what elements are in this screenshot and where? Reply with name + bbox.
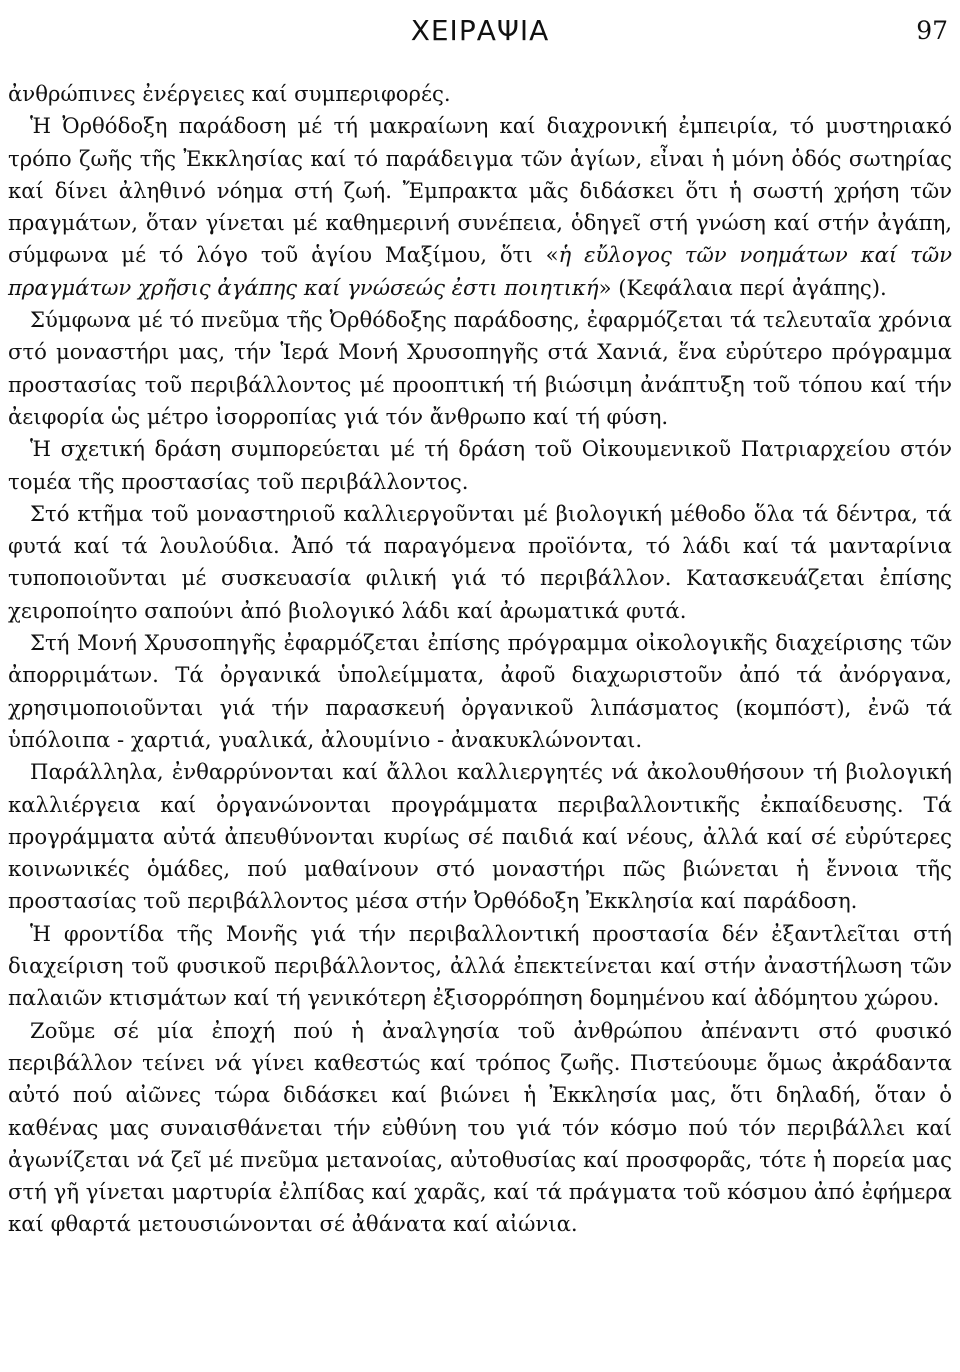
paragraph-text: Ἡ Ὀρθόδοξη παράδοση μέ τή μακραίωνη καί διαχρονική ἐμπειρία, τό μυστηριακό τρόπο ζωῆς τῆς Ἐκκλησίας καί τό παράδειγμα τῶν ἁγίων, εἶναι ἡ μόνη ὁδός σωτηρίας καί δίνει ἀληθινό νόημα στή ζωή. Ἔμπρακτα μᾶς διδάσκει ὅτι ἡ σωστή χρήση τῶν πραγμάτων, ὅταν γίνεται μέ καθημερινή συνέπεια, ὁδηγεῖ στή γνώση καί στήν ἀγάπη, σύμφωνα μέ τό λόγο τοῦ ἁγίου Μαξίμου, ὅτι « <box>8 113 952 268</box>
maximus-quote: ἡ εὔλογος τῶν νοημάτων καί τῶν πραγμάτων χρῆσις ἀγάπης καί γνώσεώς ἐστι ποιητική <box>8 242 952 300</box>
paragraph-organic-farming: Στό κτῆμα τοῦ μοναστηριοῦ καλλιεργοῦνται μέ βιολογική μέθοδο ὅλα τά δέντρα, τά φυτά καί τά λουλούδια. Ἀπό τά παραγόμενα προϊόντα, τό λάδι καί τά μανταρίνια τυποποιοῦνται μέ συσκευασία φιλική γιά τό περιβάλλον. Κατασκευάζεται ἐπίσης χειροποίητο σαπούνι ἀπό βιολογικό λάδι καί ἀρωματικά φυτά. <box>8 500 952 623</box>
page-number: 97 <box>916 16 948 45</box>
paragraph-continuation: ἀνθρώπινες ἐνέργειες καί συμπεριφορές. <box>8 81 451 106</box>
body-text <box>8 78 952 1241</box>
page-header <box>0 10 960 58</box>
paragraph-text: » (Κεφάλαια περί ἀγάπης). <box>598 274 887 300</box>
paragraph-education: Παράλληλα, ἐνθαρρύνονται καί ἄλλοι καλλιεργητές νά ἀκολουθήσουν τή βιολογική καλλιέργεια καί ὀργανώνονται προγράμματα περιβαλλοντικῆς ἐκπαίδευσης. Τά προγράμματα αὐτά ἀπευθύνονται κυρίως σέ παιδιά καί νέους, ἀλλά καί σέ εὐρύτερες κοινωνικές ὁμάδες, πού μαθαίνουν στό μοναστήρι πῶς βιώνεται ἡ ἔννοια τῆς προστασίας τοῦ περιβάλλοντος μέσα στήν Ὀρθόδοξη Ἐκκλησία καί παράδοση. <box>8 759 952 914</box>
paragraph-patriarchate: Ἡ σχετική δράση συμπορεύεται μέ τή δράση τοῦ Οἰκουμενικοῦ Πατριαρχείου στόν τομέα τῆς προστασίας τοῦ περιβάλλοντος. <box>8 436 952 494</box>
paragraph-orthodox-tradition <box>8 110 952 304</box>
paragraph-environment-program: Σύμφωνα μέ τό πνεῦμα τῆς Ὀρθόδοξης παράδοσης, ἐφαρμόζεται τά τελευταῖα χρόνια στό μοναστήρι μας, τήν Ἱερά Μονή Χρυσοπηγῆς στά Χανιά, ἕνα εὐρύτερο πρόγραμμα προστασίας τοῦ περιβάλλοντος μέ προοπτική τή βιώσιμη ἀνάπτυξη τοῦ τόπου καί τήν ἀειφορία ὡς μέτρο ἰσορροπίας γιά τόν ἄνθρωπο καί τή φύση. <box>8 307 952 429</box>
paragraph-waste-management: Στή Μονή Χρυσοπηγῆς ἐφαρμόζεται ἐπίσης πρόγραμμα οἰκολογικῆς διαχείρισης τῶν ἀπορριμάτων. Τά ὀργανικά ὑπολείμματα, ἀφοῦ διαχωριστοῦν ἀπό τά ἀνόργανα, χρησιμοποιοῦνται γιά τήν παρασκευή ὀργανικοῦ λιπάσματος (κομπόστ), ἐνῶ τά ὑπόλοιπα - χαρτιά, γυαλικά, ἀλουμίνιο - ἀνακυκλώνονται. <box>8 630 952 752</box>
running-head: ΧΕΙΡΑΨΙΑ <box>410 14 550 47</box>
paragraph-restoration: Ἡ φροντίδα τῆς Μονῆς γιά τήν περιβαλλοντική προστασία δέν ἐξαντλεῖται στή διαχείριση τοῦ φυσικοῦ περιβάλλοντος, ἀλλά ἐπεκτείνεται καί στήν ἀναστήλωση τῶν παλαιῶν κτισμάτων καί τή γενικότερη ἐξισορρόπηση δομημένου καί ἀδόμητου χώρου. <box>8 920 952 1011</box>
paragraph-conclusion: Ζοῦμε σέ μία ἐποχή πού ἡ ἀναλγησία τοῦ ἀνθρώπου ἀπέναντι στό φυσικό περιβάλλον τείνει νά γίνει καθεστώς καί τρόπος ζωῆς. Πιστεύουμε ὅμως ἀκράδαντα αὐτό πού αἰῶνες τώρα διδάσκει καί βιώνει ἡ Ἐκκλησία μας, ὅτι δηλαδή, ὅταν ὁ καθένας μας συναισθάνεται τήν εὐθύνη του γιά τόν κόσμο πού τόν περιβάλλει καί ἀγωνίζεται νά ζεῖ μέ πνεῦμα μετανοίας, αὐτοθυσίας καί προσφορᾶς, τότε ἡ πορεία μας στή γῆ γίνεται μαρτυρία ἐλπίδας καί χαρᾶς, καί τά πράγματα τοῦ κόσμου ἀπό ἐφήμερα καί φθαρτά μετουσιώνονται σέ ἀθάνατα καί αἰώνια. <box>8 1017 952 1237</box>
